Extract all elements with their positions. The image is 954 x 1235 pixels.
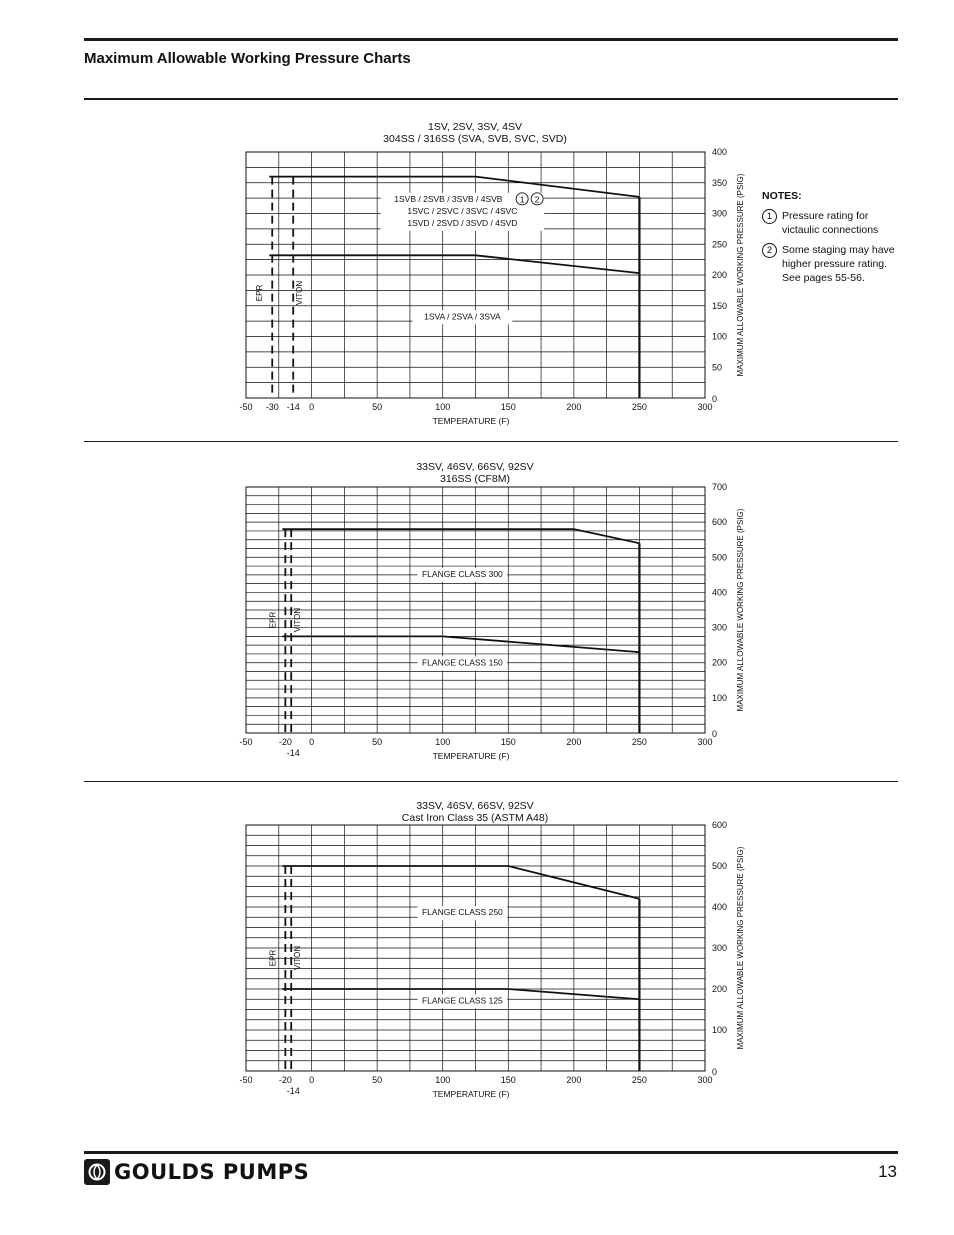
x-tick-label: 50 bbox=[372, 737, 383, 747]
chart-316ss bbox=[0, 450, 954, 770]
x-tick-label: -20 bbox=[278, 737, 292, 747]
x-tick-label: -14 bbox=[286, 1086, 300, 1096]
footer-rule bbox=[84, 1151, 898, 1154]
y-tick-label: 500 bbox=[712, 861, 728, 871]
y-tick-label: 300 bbox=[712, 208, 728, 219]
x-tick-label: 0 bbox=[309, 402, 315, 412]
x-tick-label: 300 bbox=[697, 402, 713, 412]
x-axis-label: TEMPERATURE (F) bbox=[432, 751, 510, 761]
y-tick-label: 100 bbox=[712, 692, 728, 703]
series-line bbox=[282, 866, 639, 899]
x-tick-label: 300 bbox=[697, 1075, 713, 1085]
seal-label: EPR bbox=[268, 611, 278, 629]
x-tick-label: -50 bbox=[239, 402, 253, 412]
y-tick-label: 100 bbox=[712, 1025, 728, 1035]
note-reference-number: 2 bbox=[534, 194, 540, 205]
x-tick-label: 150 bbox=[500, 402, 516, 412]
series-line bbox=[282, 636, 639, 652]
y-tick-label: 250 bbox=[712, 239, 728, 250]
page-number: 13 bbox=[878, 1162, 897, 1181]
note-reference-number: 1 bbox=[519, 194, 525, 205]
y-tick-label: 500 bbox=[712, 552, 728, 563]
x-tick-label: 250 bbox=[631, 737, 647, 747]
y-tick-label: 200 bbox=[712, 984, 728, 994]
y-tick-label: 600 bbox=[712, 820, 728, 830]
x-tick-label: 200 bbox=[566, 1075, 582, 1085]
chart-title: 33SV, 46SV, 66SV, 92SV bbox=[416, 800, 534, 812]
series-label: 1SVA / 2SVA / 3SVA bbox=[424, 311, 501, 322]
x-tick-label: 50 bbox=[372, 1075, 383, 1085]
series-label: FLANGE CLASS 300 bbox=[421, 568, 503, 579]
x-tick-label: -20 bbox=[278, 1075, 292, 1085]
y-tick-label: 600 bbox=[712, 517, 728, 528]
top-rule bbox=[84, 38, 898, 41]
notes-title: NOTES: bbox=[762, 190, 802, 202]
x-axis-label: TEMPERATURE (F) bbox=[432, 416, 510, 426]
x-tick-label: 200 bbox=[566, 737, 582, 747]
goulds-logo bbox=[84, 1157, 309, 1187]
header-rule bbox=[84, 98, 898, 100]
chart-divider-1 bbox=[84, 441, 898, 442]
series-label: 1SVC / 2SVC / 3SVC / 4SVC bbox=[407, 205, 518, 216]
note-number: 2 bbox=[762, 243, 777, 258]
y-axis-label: MAXIMUM ALLOWABLE WORKING PRESSURE (PSIG) bbox=[736, 173, 745, 377]
y-tick-label: 400 bbox=[712, 587, 728, 598]
chart-subtitle: Cast Iron Class 35 (ASTM A48) bbox=[401, 812, 549, 824]
x-tick-label: 250 bbox=[631, 1075, 647, 1085]
series-label: FLANGE CLASS 250 bbox=[421, 907, 503, 918]
series-line bbox=[269, 255, 639, 273]
x-tick-label: 300 bbox=[697, 737, 713, 747]
x-axis-label: TEMPERATURE (F) bbox=[432, 1089, 510, 1099]
x-tick-label: 50 bbox=[372, 402, 383, 412]
x-tick-label: 100 bbox=[435, 1075, 451, 1085]
y-tick-label: 0 bbox=[712, 1067, 718, 1077]
chart-title: 1SV, 2SV, 3SV, 4SV bbox=[428, 121, 522, 133]
x-tick-label: 100 bbox=[435, 737, 451, 747]
series-label: 1SVB / 2SVB / 3SVB / 4SVB bbox=[394, 193, 503, 204]
notes-panel bbox=[762, 189, 902, 291]
x-tick-label: 0 bbox=[309, 737, 315, 747]
y-tick-label: 100 bbox=[712, 331, 728, 342]
seal-label: VITON bbox=[293, 945, 303, 971]
y-tick-label: 200 bbox=[712, 657, 728, 668]
y-tick-label: 0 bbox=[712, 729, 718, 739]
series-label: FLANGE CLASS 125 bbox=[421, 995, 503, 1006]
y-tick-label: 300 bbox=[712, 622, 728, 633]
chart-subtitle: 304SS / 316SS (SVA, SVB, SVC, SVD) bbox=[383, 133, 567, 145]
x-tick-label: -14 bbox=[286, 402, 300, 412]
y-tick-label: 350 bbox=[712, 177, 728, 188]
y-tick-label: 200 bbox=[712, 270, 728, 280]
chart-divider-2 bbox=[84, 781, 898, 782]
x-tick-label: 150 bbox=[500, 1075, 516, 1085]
y-axis-label: MAXIMUM ALLOWABLE WORKING PRESSURE (PSIG) bbox=[736, 846, 745, 1050]
x-tick-label: 200 bbox=[566, 402, 582, 412]
chart-subtitle: 316SS (CF8M) bbox=[439, 473, 511, 485]
note-text: Pressure rating for victaulic connections bbox=[782, 210, 879, 236]
brand-name: GOULDS PUMPS bbox=[114, 1160, 310, 1184]
note-text: Some staging may have higher pressure rating. See pages 55-56. bbox=[782, 244, 895, 284]
y-tick-label: 300 bbox=[712, 943, 728, 953]
x-tick-label: -14 bbox=[286, 748, 300, 758]
y-tick-label: 50 bbox=[712, 362, 723, 373]
note-item bbox=[762, 243, 902, 285]
note-item bbox=[762, 209, 902, 237]
x-tick-label: 250 bbox=[631, 402, 647, 412]
x-tick-label: 150 bbox=[500, 737, 516, 747]
seal-label: VITON bbox=[293, 607, 303, 633]
x-tick-label: 0 bbox=[309, 1075, 315, 1085]
y-tick-label: 700 bbox=[712, 482, 728, 492]
y-tick-label: 400 bbox=[712, 147, 728, 157]
y-axis-label: MAXIMUM ALLOWABLE WORKING PRESSURE (PSIG) bbox=[736, 508, 745, 712]
goulds-logo-icon bbox=[84, 1159, 110, 1185]
seal-label: EPR bbox=[255, 284, 265, 302]
seal-label: EPR bbox=[268, 949, 278, 967]
x-tick-label: -50 bbox=[239, 737, 253, 747]
chart-title: 33SV, 46SV, 66SV, 92SV bbox=[416, 461, 534, 473]
series-label: FLANGE CLASS 150 bbox=[421, 657, 503, 668]
y-tick-label: 400 bbox=[712, 902, 728, 912]
seal-label: VITON bbox=[295, 280, 305, 306]
x-tick-label: -50 bbox=[239, 1075, 253, 1085]
y-tick-label: 150 bbox=[712, 300, 728, 311]
x-tick-label: 100 bbox=[435, 402, 451, 412]
page-title: Maximum Allowable Working Pressure Charts bbox=[84, 50, 411, 67]
y-tick-label: 0 bbox=[712, 394, 718, 404]
x-tick-label: -30 bbox=[265, 402, 279, 412]
chart-cast-iron bbox=[0, 789, 954, 1109]
note-number: 1 bbox=[762, 209, 777, 224]
series-line bbox=[282, 529, 639, 543]
series-label: 1SVD / 2SVD / 3SVD / 4SVD bbox=[407, 217, 518, 228]
